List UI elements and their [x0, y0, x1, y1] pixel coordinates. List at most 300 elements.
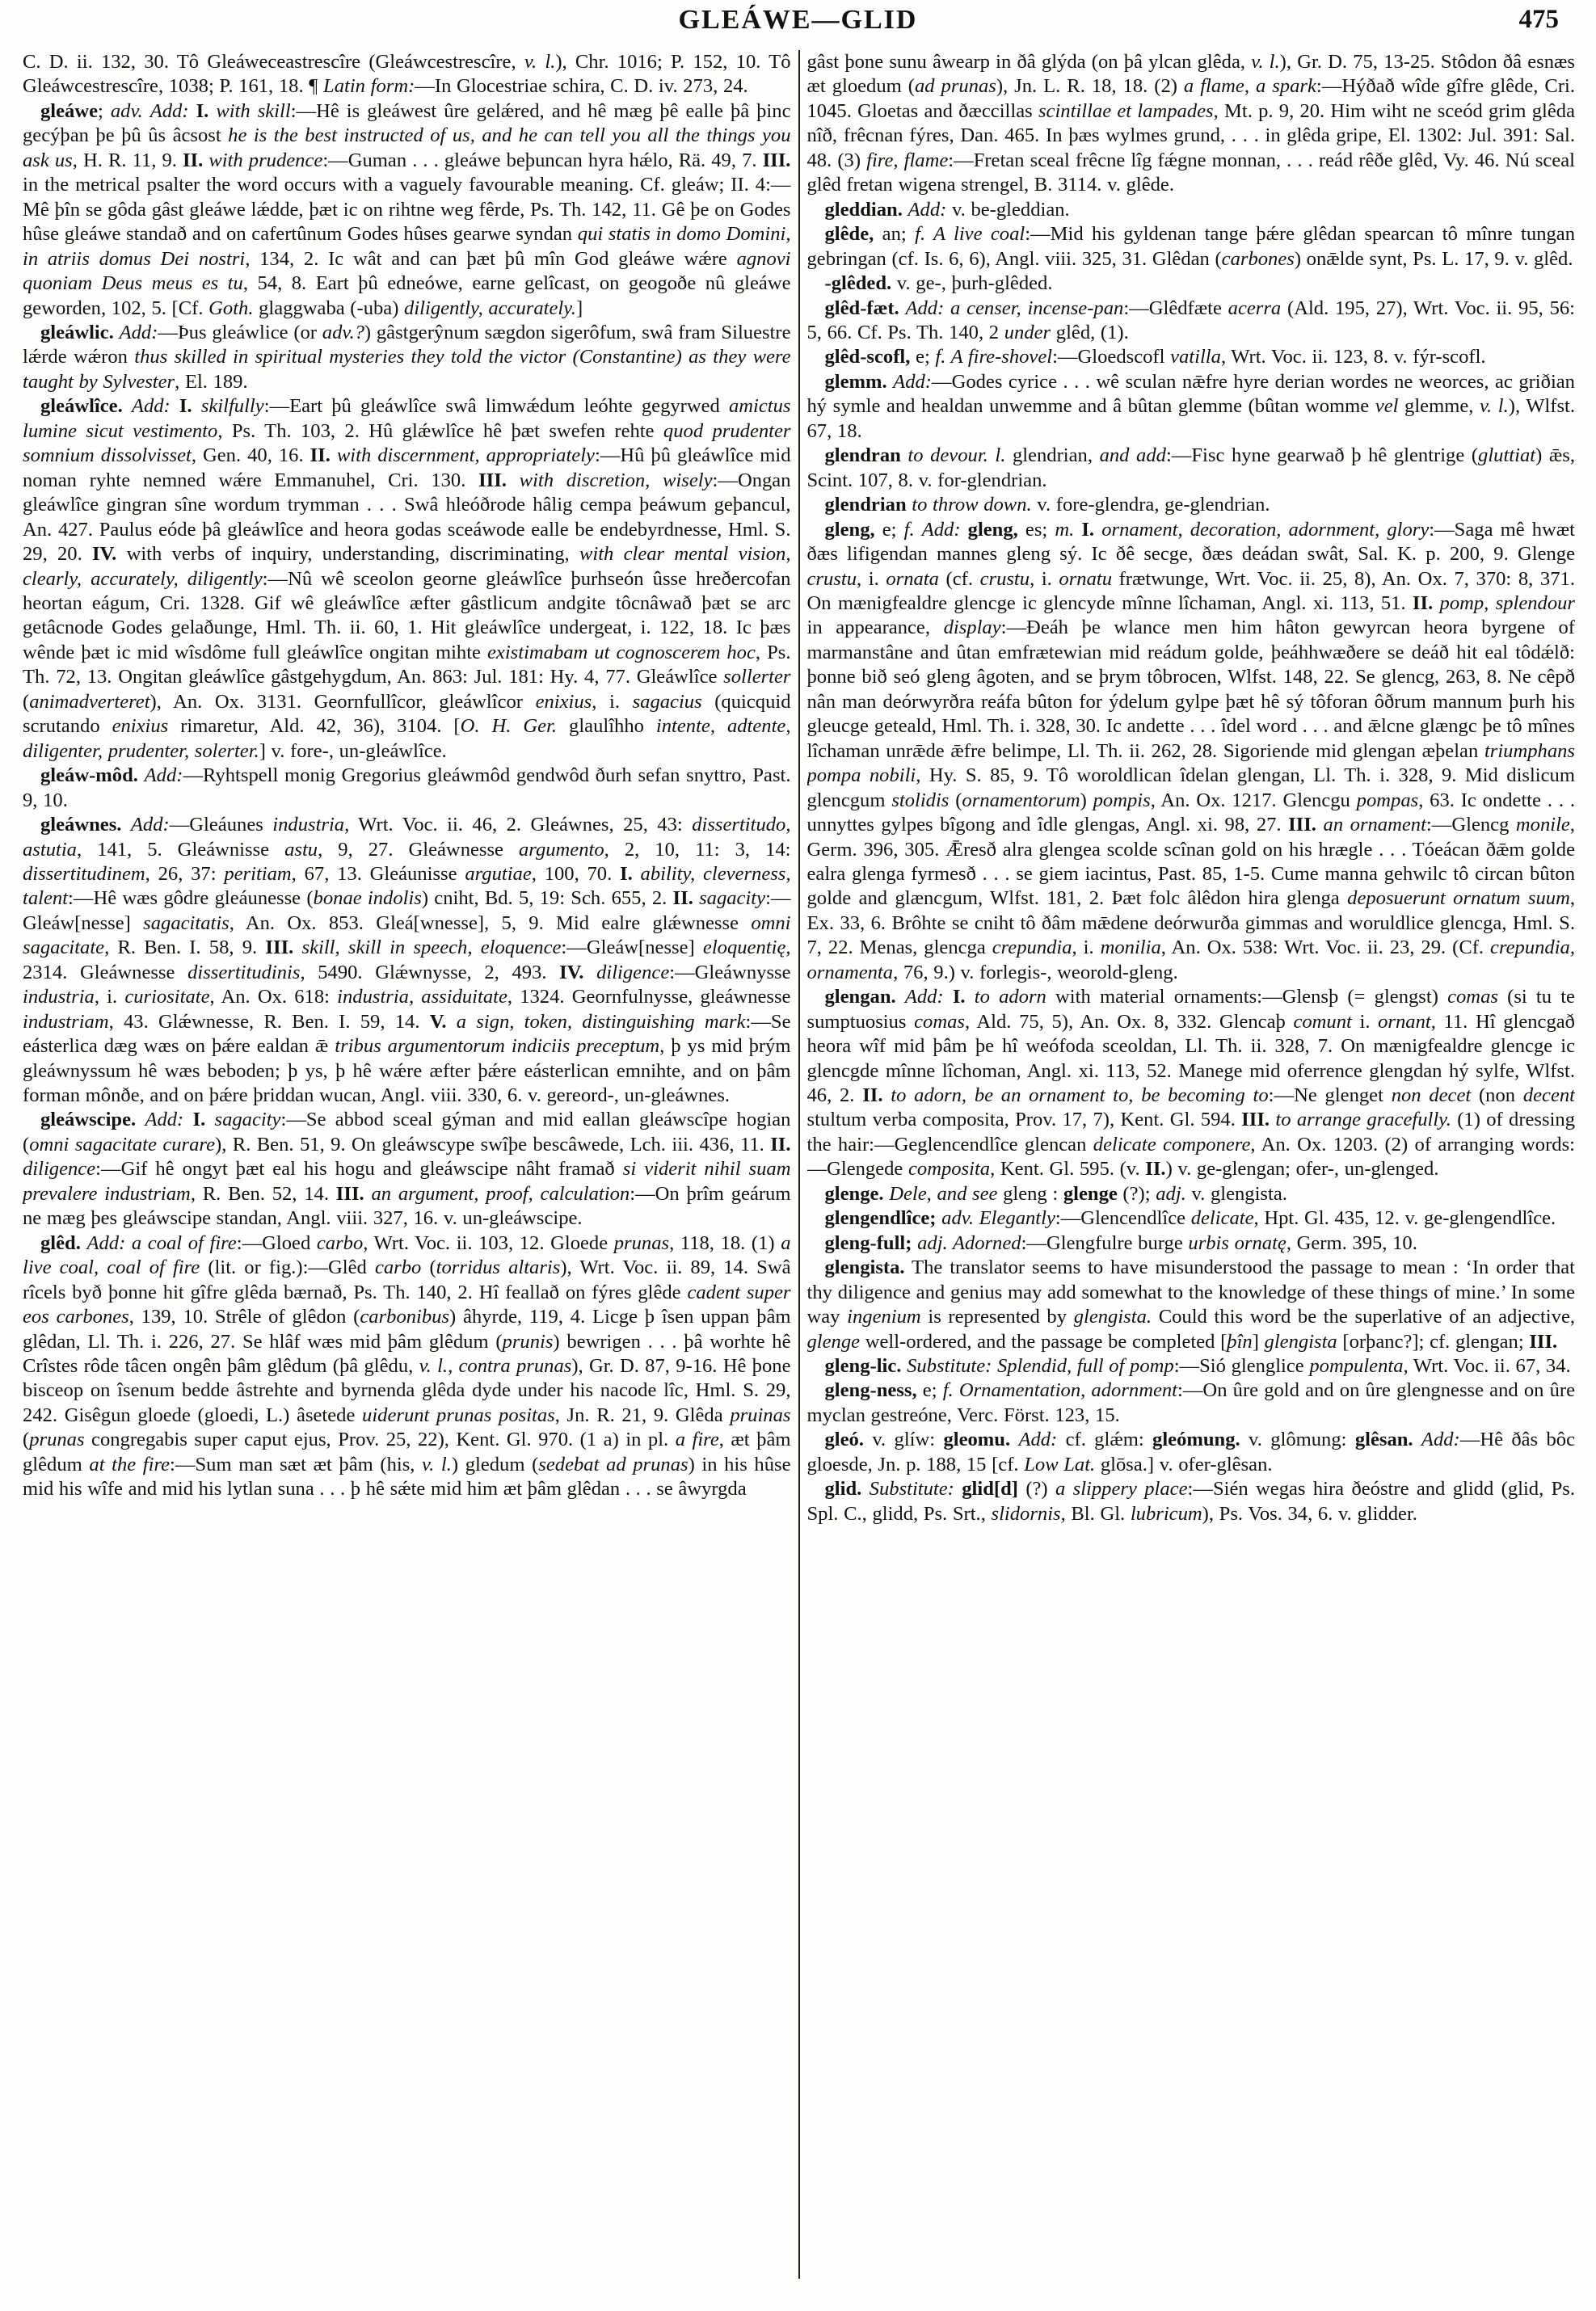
- text-run: v. l., contra prunas: [419, 1355, 572, 1378]
- text-run: ) ǣs, Scint. 107, 8. v. for-glendrian.: [806, 444, 1575, 491]
- text-run: [954, 1478, 962, 1500]
- text-run: ), Ps. Vos. 34, 6. v. glidder.: [1202, 1502, 1417, 1525]
- text-run: v. glômung:: [1240, 1429, 1355, 1451]
- text-run: [136, 1109, 145, 1130]
- text-run: glêd.: [40, 1231, 81, 1254]
- text-run: (lit. or fig.):—Glêd: [200, 1257, 375, 1279]
- text-run: omni sagacitate: [23, 911, 791, 959]
- text-run: III.: [265, 937, 294, 959]
- text-run: (: [23, 690, 30, 713]
- text-run: :—Hýðað wîde gîfre glêde, Cri. 1045. Gloetas and ðæccillas: [806, 75, 1575, 122]
- text-run: , Germ. 395, 10.: [1286, 1231, 1417, 1254]
- text-run: Add:: [1018, 1429, 1058, 1451]
- text-run: glengista.: [824, 1257, 905, 1279]
- text-run: carbones: [1221, 247, 1295, 270]
- text-run: Add:: [119, 321, 158, 343]
- text-run: crepundia, ornamenta: [806, 937, 1575, 983]
- text-run: [205, 1109, 214, 1130]
- text-run: frætwunge, Wrt. Voc. ii. 25, 8), An. Ox. 7, 370: 8, 371. On mænigfealdre glencge ic glencyde mînne lîchaman, Angl. xi. 113, 51.: [806, 567, 1575, 614]
- text-run: under: [1004, 321, 1051, 343]
- text-run: to devour. l.: [907, 444, 1006, 467]
- text-run: crustu: [806, 567, 857, 590]
- text-run: , 1324. Geornfulnysse, gleáwnesse: [507, 986, 791, 1008]
- text-run: -glêded.: [824, 272, 892, 295]
- text-run: delicate: [1190, 1207, 1254, 1230]
- text-run: adj. Adorned: [917, 1231, 1021, 1254]
- entry-paragraph: [807, 444, 1576, 493]
- text-run: , Bl. Gl.: [1060, 1502, 1131, 1525]
- text-run: [1316, 814, 1324, 836]
- text-run: , Ex. 33, 6. Brôhte se cniht tô ðâm mǣdene deórwurða gimmas and woruldlice glencga, Hml. S. 7, 22. Menas, glencga: [806, 887, 1575, 959]
- text-run: pruinas: [730, 1404, 791, 1426]
- entry-paragraph: [23, 321, 791, 394]
- text-run: , 141, 5. Gleáwnisse: [76, 838, 285, 861]
- text-run: monile: [1515, 814, 1570, 836]
- text-run: to adorn: [974, 986, 1046, 1008]
- text-run: :—Glêdfæte: [1123, 297, 1228, 319]
- entry-paragraph: [807, 1182, 1576, 1206]
- text-run: animadverteret: [29, 690, 150, 713]
- text-run: —Gleáunes: [169, 814, 273, 836]
- text-run: (?): [1017, 1478, 1055, 1501]
- text-run: :—Glencg: [1425, 814, 1516, 836]
- text-run: Latin form:: [323, 75, 415, 98]
- text-run: a sign, token, distinguishing mark: [456, 1010, 746, 1033]
- text-run: [915, 519, 922, 541]
- text-run: enixius: [535, 690, 592, 713]
- text-run: Low Lat.: [1024, 1453, 1096, 1475]
- text-run: i.: [1351, 1010, 1379, 1033]
- text-run: :—Fretan sceal frêcne lîg fǽgne monnan, . . . reád rêðe glêd, Vy. 46. Nú sceal glêd fretan wigena strengel, B. 3114. v. glêde.: [806, 149, 1575, 196]
- text-run: III.: [1288, 814, 1316, 836]
- text-run: dissertitudinis: [187, 961, 301, 983]
- text-run: II.: [672, 887, 693, 910]
- text-run: m.: [1055, 518, 1075, 541]
- entry-paragraph: [23, 99, 791, 321]
- text-run: :—Se abbod sceal gýman and mid eallan gleáwscîpe hogian (: [23, 1109, 791, 1156]
- text-run: , æt þâm glêdum: [23, 1429, 791, 1475]
- entry-paragraph: [807, 50, 1576, 198]
- text-run: prunis: [502, 1330, 554, 1353]
- text-run: :—Fisc hyne gearwað þ hê glentrige (: [1165, 444, 1479, 467]
- text-run: ) v. ge-glengan; ofer-, un-glenged.: [1165, 1158, 1439, 1181]
- text-run: , An. Ox. 853. Gleá[wnesse], 5, 9. Mid ealre glǽwnesse: [229, 911, 752, 934]
- text-run: [1010, 1429, 1018, 1450]
- text-run: Substitute: Splendid, full of pomp: [907, 1355, 1174, 1378]
- text-run: crepundia: [992, 937, 1072, 959]
- text-columns: [23, 50, 1575, 2279]
- text-run: pomp, splendour: [1439, 591, 1575, 614]
- text-run: [896, 986, 905, 1008]
- left-column: [23, 50, 791, 2279]
- text-run: gleng-ness,: [824, 1379, 917, 1402]
- text-run: [633, 863, 641, 885]
- text-run: gleómung.: [1152, 1429, 1240, 1451]
- text-run: , An. Ox. 538: Wrt. Voc. ii. 23, 29. (Cf.: [1160, 937, 1491, 959]
- text-run: , 9, 27. Gleáwnesse: [318, 838, 519, 861]
- text-run: , Mt. p. 9, 20. Him wiht ne sceód grim glêda nîð, frêcnan fýres, Dan. 465. In þæs wylmes grund, . . . in glêda gripe, El. 1302: Jul. 391: Sal. 48. (3): [806, 99, 1575, 171]
- text-run: skill, skill in speech, eloquence: [301, 937, 562, 959]
- text-run: :—Mid his gyldenan tange þǽre glêdan spearcan tô mînre tungan gebringan (cf. Is. 6, 6), Angl. viii. 325, 31. Glêdan (: [806, 223, 1575, 270]
- text-run: uiderunt prunas positas: [362, 1404, 555, 1426]
- text-run: :—On þrîm geárum ne mæg þes gleáwscipe standan, Angl. viii. 327, 16. v. un-gleáwscipe.: [23, 1182, 791, 1230]
- text-run: :—Ongan gleáwlîce gingran sîne wordum trymman . . . Swâ hleóðrode hâlig cempa þeáwum geþancul, An. 427. Paulus eóde þâ gleáwlîce and heora godas sceáwode ealle be endebyrdnesse, Hml. S. 29, 20.: [23, 469, 791, 566]
- entry-paragraph: [807, 198, 1576, 222]
- entry-paragraph: [807, 297, 1576, 346]
- text-run: glêd-scofl,: [824, 346, 911, 368]
- text-run: amictus lumine sicut vestimento: [23, 395, 791, 442]
- text-run: Substitute:: [869, 1478, 954, 1501]
- entry-paragraph: [23, 1108, 791, 1231]
- text-run: , 76, 9.) v. forlegis-, weorold-gleng.: [893, 961, 1178, 983]
- text-run: Add:: [145, 1109, 184, 1131]
- text-run: adv.: [110, 99, 143, 122]
- text-run: , An. Ox. 1203. (2) of arranging words:—Glengede: [806, 1133, 1575, 1181]
- text-run: monilia: [1100, 937, 1161, 959]
- text-run: ornamentorum: [962, 789, 1080, 811]
- text-run: pompas: [1356, 789, 1419, 811]
- text-run: with prudence: [208, 149, 323, 171]
- text-run: gleng-lic.: [824, 1355, 902, 1378]
- text-run: rimaretur, Ald. 42, 36), 3104. [: [168, 715, 461, 738]
- text-run: ) gledum (: [451, 1453, 539, 1475]
- text-run: :—Ðeáh þe wlance men him hâton gewyrcan heora byrgene of marmanstâne and ûtan emfrætewian mid reádum golde, þeáhhwæðere se deáð hit eal tôdǽlð: þonne bið seó gleng âgoten, and se þrym tôbrocen, Wlfst. 148, 22. Se glencg, 263, 8. Ne cêpð nân man deórwyrðra reáfa bûton for ýdelum gylpe þæt hê sý tôforan ôðrum mannum þurh his gleucge geteald, Hml. Th. i. 328, 30. Ic andette . . . îdel word . . . and ǣlcne glængc þe tô mînes lîchaman unrǣde ǣfre belimpe, Ll. Th. ii. 262, 28. Sigoriende mid glengan æþelan: [806, 617, 1575, 762]
- text-run: with verbs of inquiry, understanding, discriminating,: [116, 543, 579, 566]
- text-run: , El. 189.: [175, 370, 248, 393]
- text-run: v. l.: [524, 51, 556, 73]
- text-run: to adorn, be an ornament to, be becoming to: [891, 1084, 1269, 1107]
- text-run: , Hpt. Gl. 435, 12. v. ge-glengendlîce.: [1253, 1207, 1556, 1230]
- text-run: si viderit nihil suam prevalere industriam: [23, 1158, 791, 1205]
- text-run: :—Nû wê sceolon georne gleáwlîce þurhseón ûsse hreðercofan heortan eágum, Cri. 1328. Gif wê gleáwlîce æfter gâstlicum andgite tôcnâwað þæt se arc getâcnode Godes gelaðunge, Hml. Th. ii. 60, 1. Hit gleáwlîce undergeat, i. 122, 18. Ic þæs wênde þæt ic mid wîsdôme full gleáwlîce ongitan mihte: [23, 567, 791, 663]
- text-run: , R. Ben. I. 58, 9.: [104, 937, 266, 959]
- text-run: peritiam: [224, 862, 292, 885]
- text-run: argutiae: [465, 862, 532, 885]
- text-run: glid.: [824, 1478, 862, 1501]
- text-run: :—Sum man sæt æt þâm (his,: [170, 1453, 423, 1475]
- text-run: dissertitudo, astutia: [23, 814, 791, 861]
- text-run: [966, 986, 975, 1008]
- text-run: gluttiat: [1478, 444, 1536, 467]
- text-run: , i.: [592, 690, 633, 713]
- text-run: ornament, decoration, adornment, glory: [1101, 518, 1430, 541]
- text-run: ;: [98, 99, 111, 122]
- text-run: glenge: [806, 1330, 861, 1353]
- text-run: I.: [179, 395, 192, 418]
- entry-paragraph: [807, 1477, 1576, 1526]
- text-run: :—Saga mê hwæt ðæs lifigendan mannes gleng sý. Ic ðê secge, ðæs deádan swât, Sal. K. p. 200, 9. Glenge: [806, 518, 1575, 566]
- text-run: glendrian: [824, 494, 907, 516]
- text-run: tribus argumentorum indiciis preceptum: [335, 1035, 660, 1058]
- text-run: Add:: [130, 814, 170, 836]
- text-run: I.: [620, 862, 633, 885]
- entry-paragraph: [23, 764, 791, 813]
- text-run: :—Sió glenglice: [1173, 1355, 1310, 1378]
- text-run: a fire: [675, 1429, 719, 1451]
- text-run: [orþanc?]; cf. glengan;: [1337, 1330, 1530, 1353]
- text-run: prunas: [29, 1429, 85, 1451]
- text-run: :—Guman . . . gleáwe beþuncan hyra hǽlo, Rä. 49, 7.: [322, 149, 763, 171]
- text-run: a live coal, coal of fire: [23, 1231, 791, 1279]
- text-run: v. be-gleddian.: [946, 198, 1070, 221]
- text-run: , H. R. 11, 9.: [72, 149, 183, 171]
- text-run: glêd, (1).: [1051, 321, 1129, 343]
- text-run: II.: [1412, 591, 1434, 614]
- entry-paragraph: [807, 1231, 1576, 1256]
- text-run: glaggwaba (-uba): [253, 297, 405, 319]
- text-run: glaulîhho: [557, 715, 656, 738]
- text-run: v. glengista.: [1185, 1182, 1287, 1205]
- text-run: II.: [862, 1084, 883, 1107]
- text-run: astu: [284, 838, 318, 861]
- text-run: glenge: [1063, 1182, 1118, 1205]
- text-run: ), Wlfst. 67, 18.: [806, 395, 1575, 442]
- text-run: (: [421, 1257, 436, 1279]
- text-run: f. Ornamentation, adornment: [942, 1379, 1177, 1402]
- text-run: gleáwnes.: [40, 814, 122, 836]
- text-run: sagacius: [632, 690, 702, 713]
- text-run: —In Glocestriae schira, C. D. iv. 273, 24.: [415, 75, 748, 98]
- text-run: glengista.: [1073, 1306, 1152, 1328]
- text-run: [1413, 1429, 1421, 1450]
- text-run: gleddian.: [824, 198, 903, 221]
- text-run: comunt: [1293, 1010, 1352, 1033]
- text-run: cadent super eos carbones: [23, 1281, 791, 1328]
- text-run: I.: [952, 986, 966, 1008]
- text-run: carbo: [316, 1231, 364, 1254]
- text-run: ) onǣlde synt, Ps. L. 17, 9. v. glêd.: [1294, 247, 1573, 270]
- text-run: urbis ornatę: [1188, 1231, 1286, 1254]
- text-run: , Jn. R. 21, 9. Glêda: [554, 1404, 731, 1426]
- text-run: II.: [182, 149, 204, 171]
- text-run: [446, 1011, 456, 1033]
- text-run: (quicquid scrutando: [23, 690, 791, 738]
- text-run: , 5490. Glǽwnysse, 2, 493.: [300, 961, 560, 983]
- text-run: crustu: [979, 567, 1030, 590]
- text-run: ornant: [1378, 1010, 1431, 1033]
- entry-paragraph: [807, 345, 1576, 369]
- text-run: ability, cleverness, talent: [23, 862, 791, 910]
- text-run: :—Gif hê ongyt þæt eal his hogu and gleáwscipe nâht framað: [95, 1158, 623, 1181]
- text-run: Add:: [131, 395, 171, 418]
- text-run: V.: [429, 1010, 447, 1033]
- text-run: gleáwe: [40, 99, 99, 122]
- text-run: industria, assiduitate: [337, 986, 507, 1008]
- text-run: , 63. Ic ondette . . . unnyttes gylpes bîgong and îdle glengas, Angl. xi. 98, 27.: [806, 789, 1575, 836]
- text-run: gleáwlic.: [40, 321, 114, 343]
- text-run: fire, flame: [866, 149, 949, 171]
- text-run: sedebat ad prunas: [538, 1453, 689, 1475]
- text-run: thus skilled in spiritual mysteries they told the victor (Constantine) as they were taught by Sylvester: [23, 346, 791, 393]
- text-run: [583, 962, 596, 983]
- text-run: vel: [1375, 395, 1399, 418]
- text-run: is represented by: [920, 1306, 1074, 1328]
- text-run: , An. Ox. 1217. Glencgu: [1150, 789, 1357, 811]
- text-run: vatilla: [1170, 346, 1221, 368]
- text-run: diligence: [23, 1158, 96, 1181]
- text-run: an argument, proof, calculation: [371, 1182, 630, 1205]
- text-run: , 26, 37:: [145, 862, 225, 885]
- text-run: [183, 1109, 192, 1130]
- text-run: v. l.: [1479, 395, 1509, 418]
- entry-paragraph: [23, 394, 791, 764]
- text-run: :—Sién wegas hira ðeóstre and glidd (glid, Ps. Spl. C., glidd, Ps. Srt.,: [806, 1478, 1575, 1525]
- entry-paragraph: [807, 985, 1576, 1182]
- text-run: an ornament: [1323, 814, 1426, 836]
- entry-paragraph: [807, 1256, 1576, 1354]
- text-run: C. D. ii. 132, 30. Tô Gleáweceastrescîre (Gleáwcestrescîre,: [23, 51, 524, 73]
- text-run: non decet: [1391, 1084, 1472, 1107]
- text-run: [171, 395, 179, 417]
- text-run: , þ ys mid þrým gleáwnyssum hê wæs beboden; þ ys, þ hê wǽre æfter þǽre eásterlican emnihte, and on þâm forman mônðe, and on þǽre þriddan wucan, Angl. viii. 330, 6. v. gereord-, un-gleáwnes.: [23, 1035, 791, 1107]
- text-run: argumento: [519, 838, 604, 861]
- text-run: :—Gloedscofl: [1052, 346, 1171, 368]
- text-run: (cf.: [938, 567, 980, 590]
- text-run: III.: [335, 1182, 364, 1205]
- text-run: —Hê ðâs bôc gloesde, Jn. p. 188, 15 [cf.: [806, 1429, 1575, 1475]
- text-run: Add: a censer, incense-pan: [905, 297, 1124, 319]
- text-run: IV.: [92, 543, 117, 566]
- text-run: with discernment, appropriately: [336, 444, 595, 467]
- text-run: ] v. fore-, un-gleáwlîce.: [259, 739, 447, 762]
- text-run: slidornis: [991, 1502, 1061, 1525]
- entry-paragraph: [807, 1428, 1576, 1477]
- text-run: skilfully: [200, 395, 264, 418]
- text-run: with clear mental vision, clearly, accurately, diligently: [23, 543, 791, 590]
- text-run: glemm.: [824, 370, 887, 393]
- text-run: [114, 322, 120, 343]
- text-run: cf. glǽm:: [1057, 1429, 1153, 1451]
- text-run: congregabis super caput ejus, Prov. 25, 22), Kent. Gl. 970. (1 a) in pl.: [84, 1429, 676, 1451]
- text-run: [331, 444, 337, 466]
- text-run: II.: [770, 1133, 791, 1156]
- text-run: curiositate: [124, 986, 210, 1008]
- text-run: comas: [914, 1010, 965, 1033]
- text-run: Goth.: [208, 297, 254, 319]
- text-run: v. fore-glendra, ge-glendrian.: [1031, 494, 1270, 516]
- text-run: gleng-full;: [824, 1231, 912, 1254]
- text-run: carbo: [374, 1257, 422, 1279]
- text-run: glid[d]: [962, 1478, 1018, 1501]
- text-run: :—Gloed: [236, 1231, 317, 1254]
- text-run: ) gâstgerŷnum sægdon sigerôfum, swâ fram Siluestre lǽrde wǽron: [23, 321, 791, 368]
- text-run: gleáwlîce.: [40, 395, 123, 418]
- entry-paragraph: [807, 1354, 1576, 1379]
- text-run: :—Gleáw[nesse]: [561, 937, 703, 959]
- text-run: ), Gr. D. 75, 13-25. Stôdon ðâ esnæs æt gloedum (: [806, 51, 1575, 98]
- text-run: (: [949, 789, 962, 811]
- text-run: þîn: [1227, 1330, 1253, 1353]
- text-run: , Ps. Th. 72, 13. Ongitan gleáwlîce gâstgehygdum, An. 863: Jul. 181: Hy. 4, 77. Gleáwlîce: [23, 641, 791, 688]
- text-run: Add:: [149, 99, 189, 122]
- text-run: II.: [1145, 1158, 1166, 1181]
- text-run: ), R. Ben. 51, 9. On gleáwscype swîþe bescâwede, Lch. iii. 436, 11.: [215, 1133, 771, 1156]
- text-run: Add:: [1421, 1429, 1460, 1451]
- entry-paragraph: [807, 222, 1576, 272]
- running-head: [0, 5, 1596, 40]
- text-run: v. ge-, þurh-glêded.: [891, 272, 1053, 295]
- text-run: :—Hû þû gleáwlîce mid noman ryhte nemned wǽre Emmanuhel, Cri. 130.: [23, 444, 791, 491]
- text-run: [861, 1478, 869, 1500]
- text-run: Add:: [904, 986, 944, 1008]
- text-run: ): [1080, 789, 1093, 811]
- text-run: pompis: [1093, 789, 1151, 811]
- text-run: :—On ûre gold and on ûre glengnesse and on ûre myclan gestreóne, Verc. Först. 123, 15.: [806, 1379, 1575, 1426]
- text-run: [143, 100, 150, 122]
- column-divider-rule: [798, 50, 800, 2279]
- text-run: , 43. Glǽwnesse, R. Ben. I. 59, 14.: [108, 1010, 430, 1033]
- text-run: and add: [1099, 444, 1166, 467]
- text-run: , Wrt. Voc. ii. 123, 8. v. fýr-scofl.: [1220, 346, 1486, 368]
- text-run: existimabam ut cognoscerem hoc: [487, 641, 756, 663]
- page-title: GLEÁWE—GLID: [678, 5, 918, 35]
- text-run: , Ald. 75, 5), An. Ox. 8, 332. Glencaþ: [964, 1010, 1294, 1033]
- text-run: Add:: [893, 370, 932, 393]
- text-run: I.: [192, 1109, 206, 1131]
- text-run: to arrange gracefully.: [1275, 1109, 1451, 1131]
- text-run: at the fire: [89, 1453, 171, 1475]
- text-run: a flame, a spark: [1183, 75, 1316, 98]
- entry-paragraph: [23, 813, 791, 1108]
- text-run: [944, 986, 953, 1008]
- text-run: III.: [762, 149, 791, 171]
- text-run: [121, 814, 130, 836]
- text-run: , 2, 10, 11: 3, 14:: [604, 838, 791, 861]
- text-run: with skill: [216, 99, 291, 122]
- text-run: —Þus gleáwlice (or: [158, 321, 322, 343]
- text-run: O. H. Ger.: [460, 715, 558, 738]
- text-run: Add:: [144, 764, 183, 787]
- entry-paragraph: [807, 370, 1576, 444]
- text-run: ]: [1252, 1330, 1265, 1353]
- text-run: ad prunas: [914, 75, 996, 98]
- text-run: ) cniht, Bd. 5, 19: Sch. 655, 2.: [421, 887, 673, 910]
- text-run: II.: [310, 444, 331, 467]
- text-run: adv.?: [322, 321, 364, 343]
- text-run: glêd-fæt.: [824, 297, 899, 319]
- text-run: comas: [1447, 986, 1498, 1008]
- text-run: industria: [23, 986, 95, 1008]
- text-run: :—Eart þû gleáwlîce swâ limwǽdum leóhte gegyrwed: [263, 395, 729, 418]
- text-run: Add: a coal of fire: [86, 1231, 237, 1254]
- text-run: adv. Elegantly: [941, 1207, 1055, 1230]
- text-run: , 118, 18. (1): [669, 1231, 781, 1254]
- text-run: glenge.: [824, 1182, 884, 1205]
- text-run: :—Ne glenget: [1268, 1084, 1392, 1107]
- text-run: , Wrt. Voc. ii. 67, 34.: [1403, 1355, 1571, 1378]
- text-run: e;: [916, 1379, 943, 1402]
- text-run: agnovi quoniam Deus meus es tu: [23, 247, 791, 295]
- text-run: f. A live coal: [915, 223, 1025, 246]
- text-run: he is the best instructed of us, and he can tell you all the things you ask us: [23, 124, 791, 171]
- text-run: I.: [196, 99, 209, 122]
- text-run: (1) of dressing the hair:—Geglencendlîce glencan: [806, 1109, 1575, 1156]
- text-run: ornatu: [1059, 567, 1112, 590]
- text-run: , Gen. 40, 16.: [191, 444, 310, 467]
- text-run: , 54, 8. Eart þû edneówe, earne gelîcast, on geogoðe nû gleáwe geworden, 102, 5. [Cf.: [23, 272, 791, 319]
- text-run: (: [23, 1429, 30, 1451]
- text-run: to throw down.: [912, 494, 1032, 516]
- text-run: ) âhyrde, 119, 4. Licge þ îsen uppan þâm glêdan, Ll. Th. i. 226, 27. Se hlâf wæs mid þâm glêdum (: [23, 1306, 791, 1353]
- text-run: IV.: [559, 961, 584, 983]
- text-run: stolidis: [891, 789, 950, 811]
- text-run: III.: [478, 469, 507, 491]
- text-run: carbonibus: [360, 1306, 450, 1328]
- text-run: f. A fire-shovel: [935, 346, 1053, 368]
- text-run: , i.: [1030, 567, 1059, 590]
- text-run: [883, 1084, 891, 1106]
- text-run: gleomu.: [943, 1429, 1011, 1451]
